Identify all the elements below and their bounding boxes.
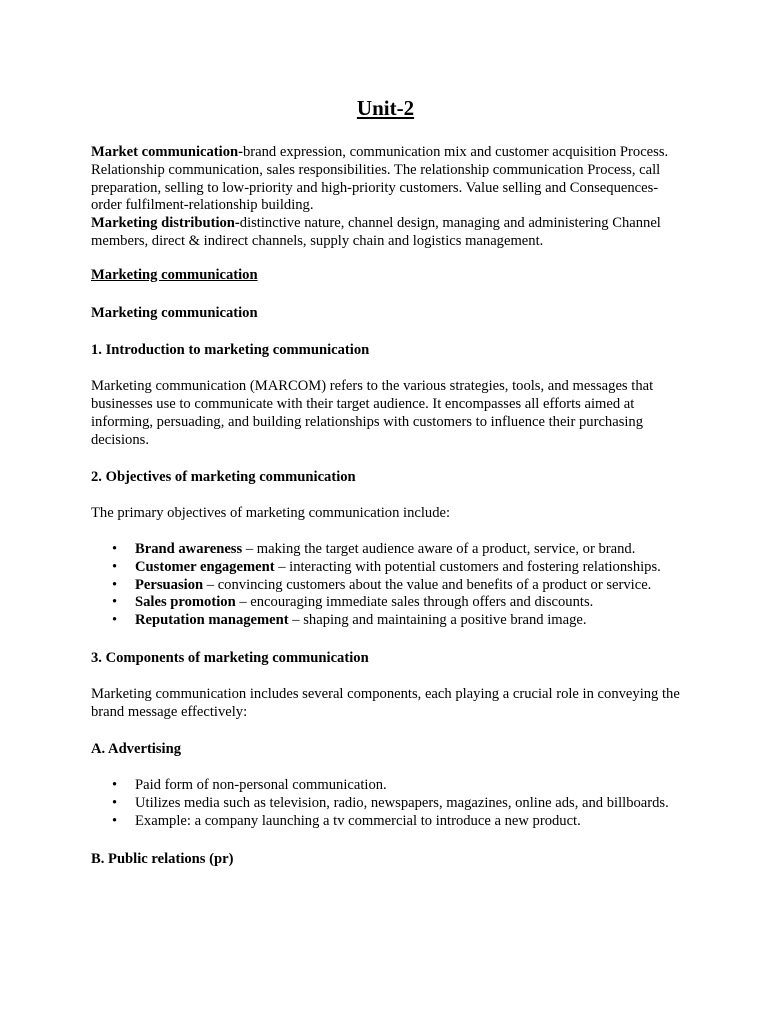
list-item-text: Utilizes media such as television, radio, newspapers, magazines, online ads, and billboards. bbox=[135, 794, 669, 811]
list-item bbox=[112, 540, 680, 559]
heading-introduction: 1. Introduction to marketing communication bbox=[91, 342, 370, 359]
list-item-term: Customer engagement bbox=[135, 558, 275, 575]
bullet-icon: • bbox=[112, 594, 118, 611]
list-item bbox=[112, 777, 680, 795]
objectives-list bbox=[91, 541, 680, 630]
page-title: Unit-2 bbox=[356, 96, 415, 120]
section-title: Marketing communication bbox=[91, 266, 258, 283]
list-item-desc: – shaping and maintaining a positive brand image. bbox=[288, 612, 587, 629]
heading-objectives: 2. Objectives of marketing communication bbox=[91, 469, 356, 486]
advertising-list bbox=[91, 777, 680, 830]
list-item bbox=[112, 812, 680, 831]
bullet-icon: • bbox=[112, 612, 118, 629]
list-item-term: Brand awareness bbox=[135, 540, 243, 557]
bullet-icon: • bbox=[112, 576, 118, 593]
bullet-icon: • bbox=[112, 558, 118, 575]
marketing-distribution-label: Marketing distribution- bbox=[91, 215, 240, 232]
marketing-distribution-paragraph bbox=[91, 215, 680, 251]
list-item-term: Reputation management bbox=[135, 612, 289, 629]
bullet-icon: • bbox=[112, 812, 118, 829]
list-item bbox=[112, 794, 680, 813]
list-item bbox=[112, 594, 680, 612]
list-item-desc: – convincing customers about the value and benefits of a product or service. bbox=[203, 576, 652, 593]
heading-advertising: A. Advertising bbox=[91, 741, 181, 758]
bullet-icon: • bbox=[112, 777, 118, 794]
components-paragraph: Marketing communication includes several components, each playing a crucial role in conveying the brand message effectively: bbox=[91, 685, 680, 720]
list-item-text: Example: a company launching a tv commercial to introduce a new product. bbox=[135, 812, 581, 829]
market-communication-text: brand expression, communication mix and customer acquisition Process. Relationship communication, sales responsibilities. The relationship communication Process, call preparation, selling to low-priority and high-priority customers. Value selling and Consequences-order fulfilment-relationship building. bbox=[91, 144, 669, 214]
list-item bbox=[112, 558, 680, 577]
heading-components: 3. Components of marketing communication bbox=[91, 649, 369, 666]
list-item bbox=[112, 576, 680, 595]
list-item-desc: – interacting with potential customers and fostering relationships. bbox=[274, 558, 661, 575]
marketing-distribution-text: distinctive nature, channel design, managing and administering Channel members, direct & indirect channels, supply chain and logistics management. bbox=[91, 215, 661, 249]
list-item-term: Sales promotion bbox=[135, 594, 236, 611]
list-item-text: Paid form of non-personal communication. bbox=[135, 777, 387, 794]
list-item-desc: – making the target audience aware of a product, service, or brand. bbox=[242, 540, 636, 557]
bullet-icon: • bbox=[112, 794, 118, 811]
market-communication-label: Market communication- bbox=[91, 144, 243, 160]
list-item bbox=[112, 612, 680, 630]
market-communication-paragraph bbox=[91, 144, 680, 215]
list-item-term: Persuasion bbox=[135, 576, 204, 593]
unit-overview bbox=[91, 144, 680, 251]
list-item-desc: – encouraging immediate sales through offers and discounts. bbox=[235, 594, 594, 611]
bullet-icon: • bbox=[112, 540, 118, 557]
heading-public-relations: B. Public relations (pr) bbox=[91, 850, 234, 867]
introduction-paragraph: Marketing communication (MARCOM) refers to the various strategies, tools, and messages that businesses use to communicate with their target audience. It encompasses all efforts aimed at informing, persuading, and building relationships with customers to influence their purchasing decisions. bbox=[91, 378, 654, 448]
section-subtitle: Marketing communication bbox=[91, 304, 258, 321]
objectives-paragraph: The primary objectives of marketing communication include: bbox=[91, 505, 451, 522]
